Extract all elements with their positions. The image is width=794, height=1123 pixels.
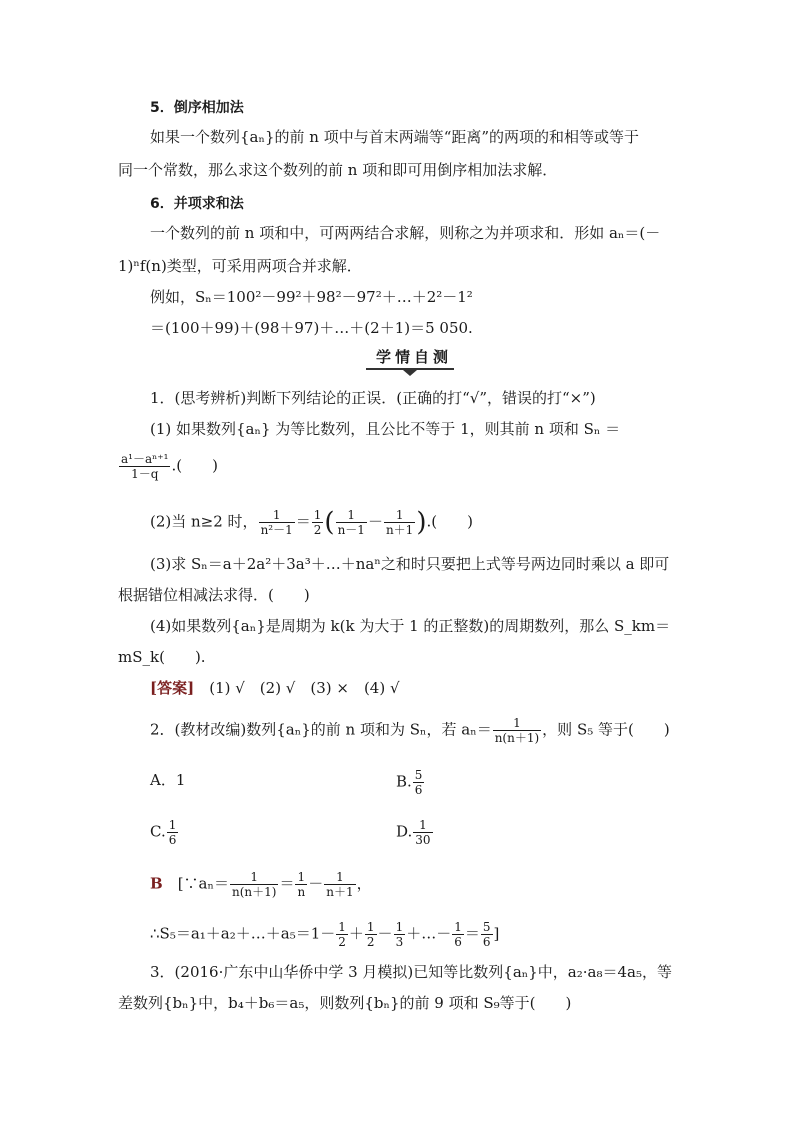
- fraction: $\frac{5}{6}$: [414, 768, 423, 797]
- paragraph-line: 1)ⁿf(n)类型，可采用两项合并求解．: [118, 257, 362, 275]
- answer-2: B [∵aₙ＝ $\frac{1}{n(n+1)}$ ＝ $\frac{1}{n}$ － $\frac{1}{n+1}$ ，: [150, 870, 372, 899]
- question-2: 2．(教材改编)数列{aₙ}的前 n 项和为 Sₙ，若 aₙ＝ $\frac{1}{n(n+1)}$ ，则 S₅ 等于( ): [150, 716, 670, 745]
- paragraph-line: 一个数列的前 n 项和中，可两两结合求解，则称之为并项求和．形如 aₙ＝(－: [150, 224, 661, 242]
- section-marker-icon: [403, 370, 417, 376]
- fraction: $\frac{1}{n+1}$: [326, 870, 354, 899]
- question-1-part-4-cont: mS_k( ).: [118, 648, 206, 666]
- answer-2-sum: ∴S₅＝a₁＋a₂＋…＋a₅＝1－ $\frac{1}{2}$ ＋ $\frac{1}{2}$ － $\frac{1}{3}$ ＋…－ $\frac{1}{6}$ ＝ $\frac{5}{6}$ ]: [150, 920, 500, 949]
- answer-letter: B: [150, 874, 163, 893]
- section-title: 学情自测: [376, 348, 453, 366]
- option-b: B. $\frac{5}{6}$: [396, 768, 423, 797]
- question-3-cont: 差数列{bₙ}中，b₄＋b₆＝a₅，则数列{bₙ}的前 9 项和 S₉等于( ): [118, 994, 572, 1012]
- paragraph-line: 同一个常数，那么求这个数列的前 n 项和即可用倒序相加法求解．: [118, 161, 558, 179]
- example-line: 例如，Sₙ＝100²－99²＋98²－97²＋…＋2²－1²: [150, 288, 473, 306]
- example-line: ＝(100＋99)＋(98＋97)＋…＋(2＋1)＝5 050.: [150, 319, 473, 337]
- question-3: 3．(2016·广东中山华侨中学 3 月模拟)已知等比数列{aₙ}中，a₂·a₈＝4a₅，等: [150, 963, 672, 981]
- question-1-part-3-cont: 根据错位相减法求得．( ): [118, 586, 310, 604]
- fraction: $\frac{1}{6}$: [454, 920, 462, 949]
- fraction: $\frac{5}{6}$: [482, 920, 491, 949]
- fraction: $\frac{1}{n+1}$: [385, 508, 414, 537]
- fraction: $\frac{1}{n(n+1)}$: [494, 716, 540, 745]
- heading-reverse-add: 5．倒序相加法: [150, 100, 244, 116]
- heading-merge-sum: 6．并项求和法: [150, 196, 244, 212]
- question-1-part-4: (4)如果数列{aₙ}是周期为 k(k 为大于 1 的正整数)的周期数列，那么 S_km＝: [150, 617, 671, 635]
- paragraph-line: 如果一个数列{aₙ}的前 n 项中与首末两端等“距离”的两项的和相等或等于: [150, 128, 640, 146]
- fraction: $\frac{1}{2}$: [313, 508, 322, 537]
- option-c: C. $\frac{1}{6}$: [150, 818, 177, 847]
- fraction: $\frac{1}{2}$: [366, 920, 375, 949]
- fraction: $\frac{1}{2}$: [338, 920, 346, 949]
- fraction: $\frac{1}{3}$: [395, 920, 404, 949]
- question-1-part-1-formula: $\frac{\text{a¹－aⁿ⁺¹}}{1-q}$ .( ): [121, 452, 218, 481]
- question-1-part-2: (2)当 n≥2 时， $\frac{1}{\text{n²－1}}$ ＝ $\frac{1}{2}$ ( $\frac{1}{n-1}$ － $\frac{1}{n+1}$ ).( ): [150, 507, 473, 538]
- fraction: $\frac{1}{30}$: [415, 818, 431, 847]
- fraction: $\frac{1}{\text{n²－1}}$: [260, 508, 293, 537]
- question-1-part-1: (1) 如果数列{aₙ} 为等比数列，且公比不等于 1，则其前 n 项和 Sₙ ＝: [150, 420, 621, 438]
- answer-1: [150, 678, 400, 698]
- fraction: $\frac{\text{a¹－aⁿ⁺¹}}{1-q}$: [121, 452, 169, 481]
- question-1-part-3: (3)求 Sₙ＝a＋2a²＋3a³＋…＋naⁿ之和时只要把上式等号两边同时乘以 a 即可: [150, 555, 670, 573]
- option-d: D. $\frac{1}{30}$: [396, 818, 431, 847]
- fraction: $\frac{1}{6}$: [168, 818, 177, 847]
- answer-text: (1) √ (2) √ (3) × (4) √: [209, 679, 400, 697]
- option-a: A．1: [150, 771, 186, 789]
- fraction: $\frac{1}{n-1}$: [337, 508, 365, 537]
- fraction: $\frac{1}{n(n+1)}$: [232, 870, 277, 899]
- fraction: $\frac{1}{n}$: [297, 870, 306, 899]
- answer-label: [答案]: [150, 679, 195, 697]
- question-1-intro: 1．(思考辨析)判断下列结论的正误．(正确的打“√”，错误的打“×”): [150, 389, 596, 407]
